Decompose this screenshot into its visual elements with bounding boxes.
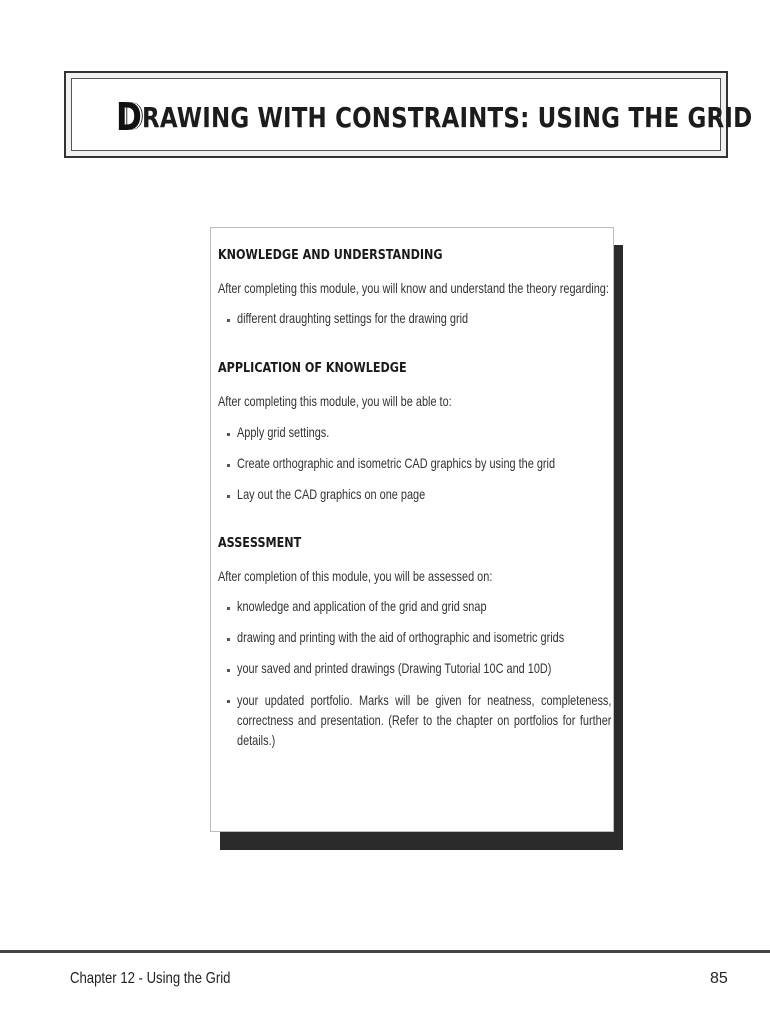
- bullet-icon: [227, 669, 230, 672]
- footer-rule: [0, 950, 770, 953]
- list-item: Apply grid settings.: [237, 424, 330, 440]
- list-item: drawing and printing with the aid of orthographic and isometric grids: [237, 629, 565, 645]
- bullet-icon: [227, 700, 230, 703]
- page-number: 85: [710, 970, 728, 987]
- bullet-icon: [227, 433, 230, 436]
- title-banner: [64, 71, 753, 158]
- section-heading-application: APPLICATION OF KNOWLEDGE: [218, 361, 407, 376]
- objectives-card: [210, 227, 614, 832]
- section-heading-assessment: ASSESSMENT: [218, 536, 302, 551]
- title-rest: RAWING WITH CONSTRAINTS: USING THE GRID: [142, 101, 753, 134]
- list-item: knowledge and application of the grid and grid snap: [237, 598, 487, 614]
- bullet-icon: [227, 495, 230, 498]
- bullet-icon: [227, 607, 230, 610]
- footer-chapter-title: Chapter 12 - Using the Grid: [70, 970, 231, 987]
- list-item: your updated portfolio. Marks will be given for neatness, completeness, correctness and presentation. (Refer to the chapter on portfolios for further details.): [237, 692, 612, 748]
- page-title: [116, 95, 753, 139]
- section-intro-application: After completing this module, you will be able to:: [218, 393, 452, 409]
- bullet-icon: [227, 464, 230, 467]
- section-heading-knowledge: KNOWLEDGE AND UNDERSTANDING: [218, 248, 443, 263]
- section-intro-assessment: After completion of this module, you will be assessed on:: [218, 568, 493, 584]
- list-item: your saved and printed drawings (Drawing Tutorial 10C and 10D): [237, 660, 552, 676]
- title-banner-inner: [71, 78, 753, 151]
- list-item: Lay out the CAD graphics on one page: [237, 486, 426, 502]
- list-item: different draughting settings for the drawing grid: [237, 310, 469, 326]
- title-drop-cap: D: [116, 95, 143, 139]
- list-item: Create orthographic and isometric CAD graphics by using the grid: [237, 455, 556, 471]
- section-intro-knowledge: After completing this module, you will know and understand the theory regarding:: [218, 280, 609, 296]
- bullet-icon: [227, 638, 230, 641]
- bullet-icon: [227, 319, 230, 322]
